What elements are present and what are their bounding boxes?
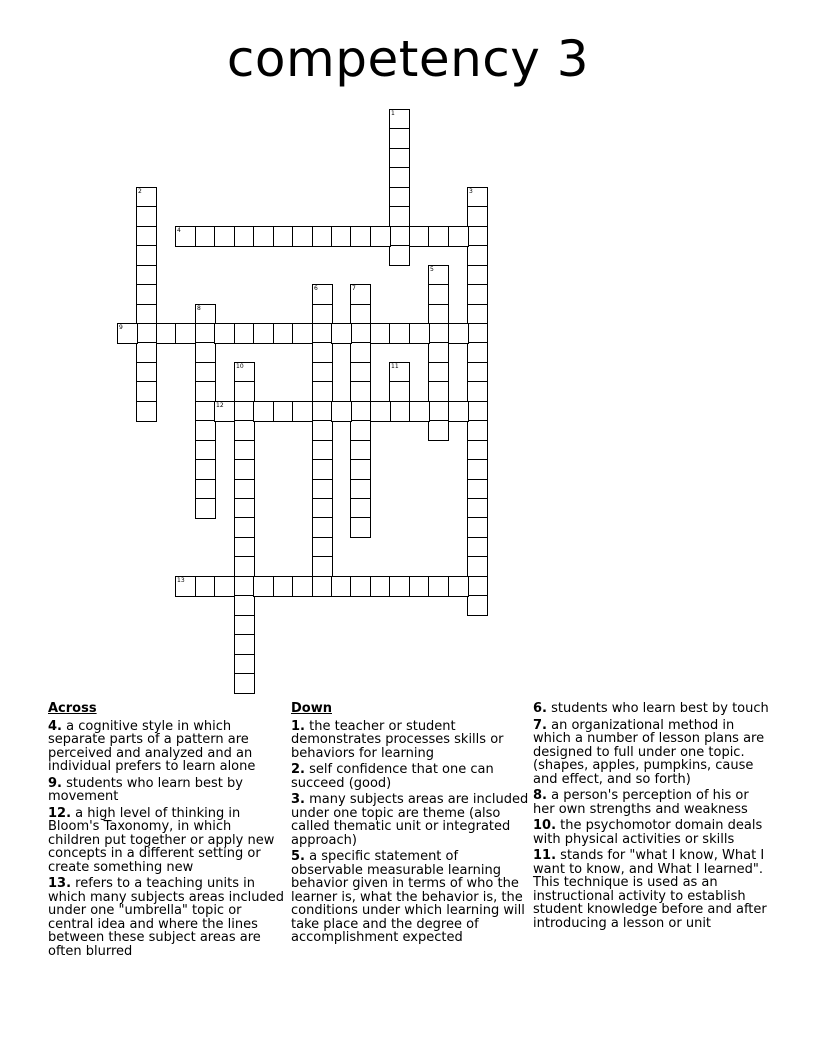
grid-cell[interactable] (331, 576, 352, 597)
clue-number: 12 (216, 402, 224, 409)
clue-num: 1. (291, 718, 305, 734)
grid-cell[interactable] (312, 576, 333, 597)
grid-cell[interactable] (350, 362, 371, 383)
grid-cell[interactable] (136, 304, 157, 325)
grid-cell[interactable] (312, 459, 333, 480)
grid-cell[interactable] (273, 226, 294, 247)
grid-cell[interactable] (195, 226, 216, 247)
grid-cell[interactable] (389, 167, 410, 188)
grid-cell[interactable] (214, 226, 235, 247)
grid-cell[interactable] (331, 226, 352, 247)
grid-cell[interactable] (448, 226, 469, 247)
grid-cell[interactable] (409, 576, 430, 597)
grid-cell[interactable] (467, 440, 488, 461)
clue-number: 4 (177, 227, 181, 234)
grid-cell[interactable] (195, 304, 216, 325)
grid-cell[interactable] (467, 576, 488, 597)
grid-cell[interactable] (234, 479, 255, 500)
clue-num: 11. (533, 848, 557, 863)
grid-cell[interactable] (467, 420, 488, 441)
grid-cell[interactable] (428, 265, 449, 286)
grid-cell[interactable] (292, 323, 313, 344)
clue-number: 8 (197, 305, 201, 312)
grid-cell[interactable] (136, 245, 157, 266)
grid-cell[interactable] (370, 226, 391, 247)
clue-num: 8. (533, 788, 547, 803)
grid-cell[interactable] (136, 323, 157, 344)
grid-cell[interactable] (195, 576, 216, 597)
clue-item (533, 719, 771, 787)
grid-cell[interactable] (467, 323, 488, 344)
grid-cell[interactable] (156, 323, 177, 344)
clue-num: 10. (533, 818, 557, 833)
grid-cell[interactable] (214, 576, 235, 597)
grid-cell[interactable] (350, 576, 371, 597)
grid-cell[interactable] (331, 323, 352, 344)
grid-cell[interactable] (389, 381, 410, 402)
grid-cell[interactable] (312, 479, 333, 500)
grid-cell[interactable] (389, 148, 410, 169)
grid-cell[interactable] (175, 226, 196, 247)
grid-cell[interactable] (467, 187, 488, 208)
clue-num: 9. (48, 775, 62, 791)
grid-cell[interactable] (136, 284, 157, 305)
grid-cell[interactable] (234, 673, 255, 694)
clue-num: 4. (48, 718, 62, 734)
grid-cell[interactable] (448, 576, 469, 597)
grid-cell[interactable] (253, 401, 274, 422)
grid-cell[interactable] (195, 381, 216, 402)
grid-cell[interactable] (195, 323, 216, 344)
grid-cell[interactable] (234, 537, 255, 558)
grid-cell[interactable] (389, 401, 410, 422)
grid-cell[interactable] (370, 401, 391, 422)
clue-item (291, 793, 529, 847)
grid-cell[interactable] (136, 206, 157, 227)
grid-cell[interactable] (467, 381, 488, 402)
clue-item (291, 850, 529, 945)
clue-text: refers to a teaching units in which many subjects areas included under one "umbrella" topic or central idea and where the lines between these subject areas are often blurred (48, 876, 284, 959)
grid-cell[interactable] (389, 187, 410, 208)
grid-cell[interactable] (195, 459, 216, 480)
grid-cell[interactable] (234, 498, 255, 519)
grid-cell[interactable] (428, 401, 449, 422)
grid-cell[interactable] (467, 362, 488, 383)
grid-cell[interactable] (428, 304, 449, 325)
clue-text: self confidence that one can succeed (good) (291, 762, 494, 791)
grid-cell[interactable] (175, 576, 196, 597)
grid-cell[interactable] (389, 109, 410, 130)
grid-cell[interactable] (350, 304, 371, 325)
clue-num: 7. (533, 717, 547, 733)
grid-cell[interactable] (467, 556, 488, 577)
grid-cell[interactable] (467, 226, 488, 247)
down-clues-continued (533, 702, 771, 933)
clue-item (533, 789, 771, 816)
clue-number: 6 (314, 285, 318, 292)
grid-cell[interactable] (467, 595, 488, 616)
grid-cell[interactable] (292, 226, 313, 247)
grid-cell[interactable] (467, 265, 488, 286)
clue-number: 11 (391, 363, 399, 370)
grid-cell[interactable] (467, 498, 488, 519)
clue-num: 3. (291, 792, 305, 807)
clue-text: an organizational method in which a number of lesson plans are designed to full under one topic. (shapes, apples, pumpkins, cause and effect, and so forth) (533, 717, 765, 787)
grid-cell[interactable] (195, 498, 216, 519)
clue-number: 3 (469, 188, 473, 195)
grid-cell[interactable] (234, 323, 255, 344)
grid-cell[interactable] (350, 342, 371, 363)
clue-num: 13. (48, 876, 72, 891)
clue-num: 5. (291, 849, 305, 864)
grid-cell[interactable] (331, 401, 352, 422)
grid-cell[interactable] (312, 537, 333, 558)
grid-cell[interactable] (234, 420, 255, 441)
grid-cell[interactable] (253, 323, 274, 344)
grid-cell[interactable] (350, 381, 371, 402)
grid-cell[interactable] (350, 323, 371, 344)
grid-cell[interactable] (389, 128, 410, 149)
grid-cell[interactable] (467, 342, 488, 363)
clue-number: 2 (138, 188, 142, 195)
clue-number: 13 (177, 577, 185, 584)
grid-cell[interactable] (234, 401, 255, 422)
grid-cell[interactable] (428, 226, 449, 247)
grid-cell[interactable] (136, 362, 157, 383)
clue-text: stands for "what I know, What I want to know, and What I learned". This technique is used as an instructional activity to establish student knowledge before and after introducing a lesson or unit (533, 848, 767, 931)
grid-cell[interactable] (234, 440, 255, 461)
clue-num: 12. (48, 805, 72, 821)
clue-text: many subjects areas are included under one topic are theme (also called thematic unit or integrated approach) (291, 792, 529, 848)
grid-cell[interactable] (234, 362, 255, 383)
grid-cell[interactable] (409, 323, 430, 344)
grid-cell[interactable] (350, 284, 371, 305)
grid-cell[interactable] (234, 556, 255, 577)
clue-item (48, 807, 286, 875)
grid-cell[interactable] (312, 556, 333, 577)
grid-cell[interactable] (312, 401, 333, 422)
grid-cell[interactable] (350, 498, 371, 519)
grid-cell[interactable] (312, 420, 333, 441)
down-clues (291, 702, 529, 948)
grid-cell[interactable] (292, 576, 313, 597)
grid-cell[interactable] (214, 401, 235, 422)
grid-cell[interactable] (234, 459, 255, 480)
puzzle-title: competency 3 (226, 30, 590, 88)
grid-cell[interactable] (312, 284, 333, 305)
grid-cell[interactable] (117, 323, 138, 344)
grid-cell[interactable] (467, 459, 488, 480)
grid-cell[interactable] (350, 517, 371, 538)
grid-cell[interactable] (136, 187, 157, 208)
grid-cell[interactable] (467, 479, 488, 500)
grid-cell[interactable] (273, 576, 294, 597)
clue-num: 6. (533, 701, 547, 716)
grid-cell[interactable] (350, 420, 371, 441)
grid-cell[interactable] (234, 576, 255, 597)
grid-cell[interactable] (428, 284, 449, 305)
grid-cell[interactable] (234, 615, 255, 636)
clue-text: a cognitive style in which separate parts of a pattern are perceived and analyzed and an individual prefers to learn alone (48, 718, 256, 774)
grid-cell[interactable] (409, 401, 430, 422)
grid-cell[interactable] (195, 401, 216, 422)
clue-item (533, 819, 771, 846)
grid-cell[interactable] (175, 323, 196, 344)
grid-cell[interactable] (370, 576, 391, 597)
grid-cell[interactable] (312, 517, 333, 538)
grid-cell[interactable] (195, 479, 216, 500)
grid-cell[interactable] (253, 226, 274, 247)
clue-item (48, 877, 286, 958)
grid-cell[interactable] (428, 362, 449, 383)
grid-cell[interactable] (214, 323, 235, 344)
across-heading: Across (48, 701, 97, 716)
grid-cell[interactable] (136, 226, 157, 247)
grid-cell[interactable] (350, 226, 371, 247)
grid-cell[interactable] (389, 226, 410, 247)
clue-text: a high level of thinking in Bloom's Taxonomy, in which children put together or apply new concepts in a different setting or create something new (48, 805, 275, 875)
grid-cell[interactable] (234, 517, 255, 538)
grid-cell[interactable] (253, 576, 274, 597)
grid-cell[interactable] (234, 634, 255, 655)
grid-cell[interactable] (467, 537, 488, 558)
grid-cell[interactable] (312, 440, 333, 461)
grid-cell[interactable] (350, 401, 371, 422)
grid-cell[interactable] (195, 440, 216, 461)
grid-cell[interactable] (234, 595, 255, 616)
grid-cell[interactable] (136, 342, 157, 363)
clue-text: a specific statement of observable measurable learning behavior given in terms of who the learner is, what the behavior is, the conditions under which learning will take place and the degree of accomplishment expected (291, 849, 525, 945)
grid-cell[interactable] (312, 498, 333, 519)
across-clues (48, 702, 286, 961)
grid-cell[interactable] (409, 226, 430, 247)
clue-number: 10 (236, 363, 244, 370)
grid-cell[interactable] (195, 342, 216, 363)
grid-cell[interactable] (136, 401, 157, 422)
grid-cell[interactable] (389, 362, 410, 383)
grid-cell[interactable] (467, 206, 488, 227)
clue-text: a person's perception of his or her own strengths and weakness (533, 788, 749, 817)
grid-cell[interactable] (428, 323, 449, 344)
grid-cell[interactable] (428, 342, 449, 363)
grid-cell[interactable] (136, 381, 157, 402)
grid-cell[interactable] (467, 304, 488, 325)
grid-cell[interactable] (389, 206, 410, 227)
grid-cell[interactable] (312, 381, 333, 402)
grid-cell[interactable] (234, 381, 255, 402)
clue-number: 5 (430, 266, 434, 273)
clue-text: students who learn best by movement (48, 775, 243, 804)
grid-cell[interactable] (448, 323, 469, 344)
grid-cell[interactable] (350, 459, 371, 480)
grid-cell[interactable] (312, 323, 333, 344)
grid-cell[interactable] (389, 576, 410, 597)
grid-cell[interactable] (195, 362, 216, 383)
grid-cell[interactable] (312, 362, 333, 383)
grid-cell[interactable] (467, 284, 488, 305)
clue-number: 7 (352, 285, 356, 292)
grid-cell[interactable] (467, 517, 488, 538)
clue-text: the teacher or student demonstrates processes skills or behaviors for learning (291, 718, 504, 761)
clue-text: the psychomotor domain deals with physical activities or skills (533, 818, 763, 847)
clue-number: 1 (391, 110, 395, 117)
grid-cell[interactable] (428, 576, 449, 597)
grid-cell[interactable] (428, 381, 449, 402)
clue-num: 2. (291, 762, 305, 777)
clue-item (533, 702, 771, 716)
grid-cell[interactable] (273, 323, 294, 344)
grid-cell[interactable] (350, 440, 371, 461)
grid-cell[interactable] (234, 226, 255, 247)
clue-number: 9 (119, 324, 123, 331)
grid-cell[interactable] (292, 401, 313, 422)
grid-cell[interactable] (350, 479, 371, 500)
grid-cell[interactable] (234, 654, 255, 675)
grid-cell[interactable] (136, 265, 157, 286)
grid-cell[interactable] (312, 304, 333, 325)
clue-item (291, 720, 529, 761)
clue-item (533, 849, 771, 930)
grid-cell[interactable] (467, 245, 488, 266)
grid-cell[interactable] (467, 401, 488, 422)
clue-item (291, 763, 529, 790)
clue-item (48, 720, 286, 774)
grid-cell[interactable] (428, 420, 449, 441)
grid-cell[interactable] (195, 420, 216, 441)
down-heading: Down (291, 701, 332, 716)
grid-cell[interactable] (370, 323, 391, 344)
clue-text: students who learn best by touch (551, 701, 769, 716)
grid-cell[interactable] (273, 401, 294, 422)
grid-cell[interactable] (389, 323, 410, 344)
grid-cell[interactable] (312, 226, 333, 247)
grid-cell[interactable] (389, 245, 410, 266)
grid-cell[interactable] (312, 342, 333, 363)
clue-item (48, 777, 286, 804)
grid-cell[interactable] (448, 401, 469, 422)
